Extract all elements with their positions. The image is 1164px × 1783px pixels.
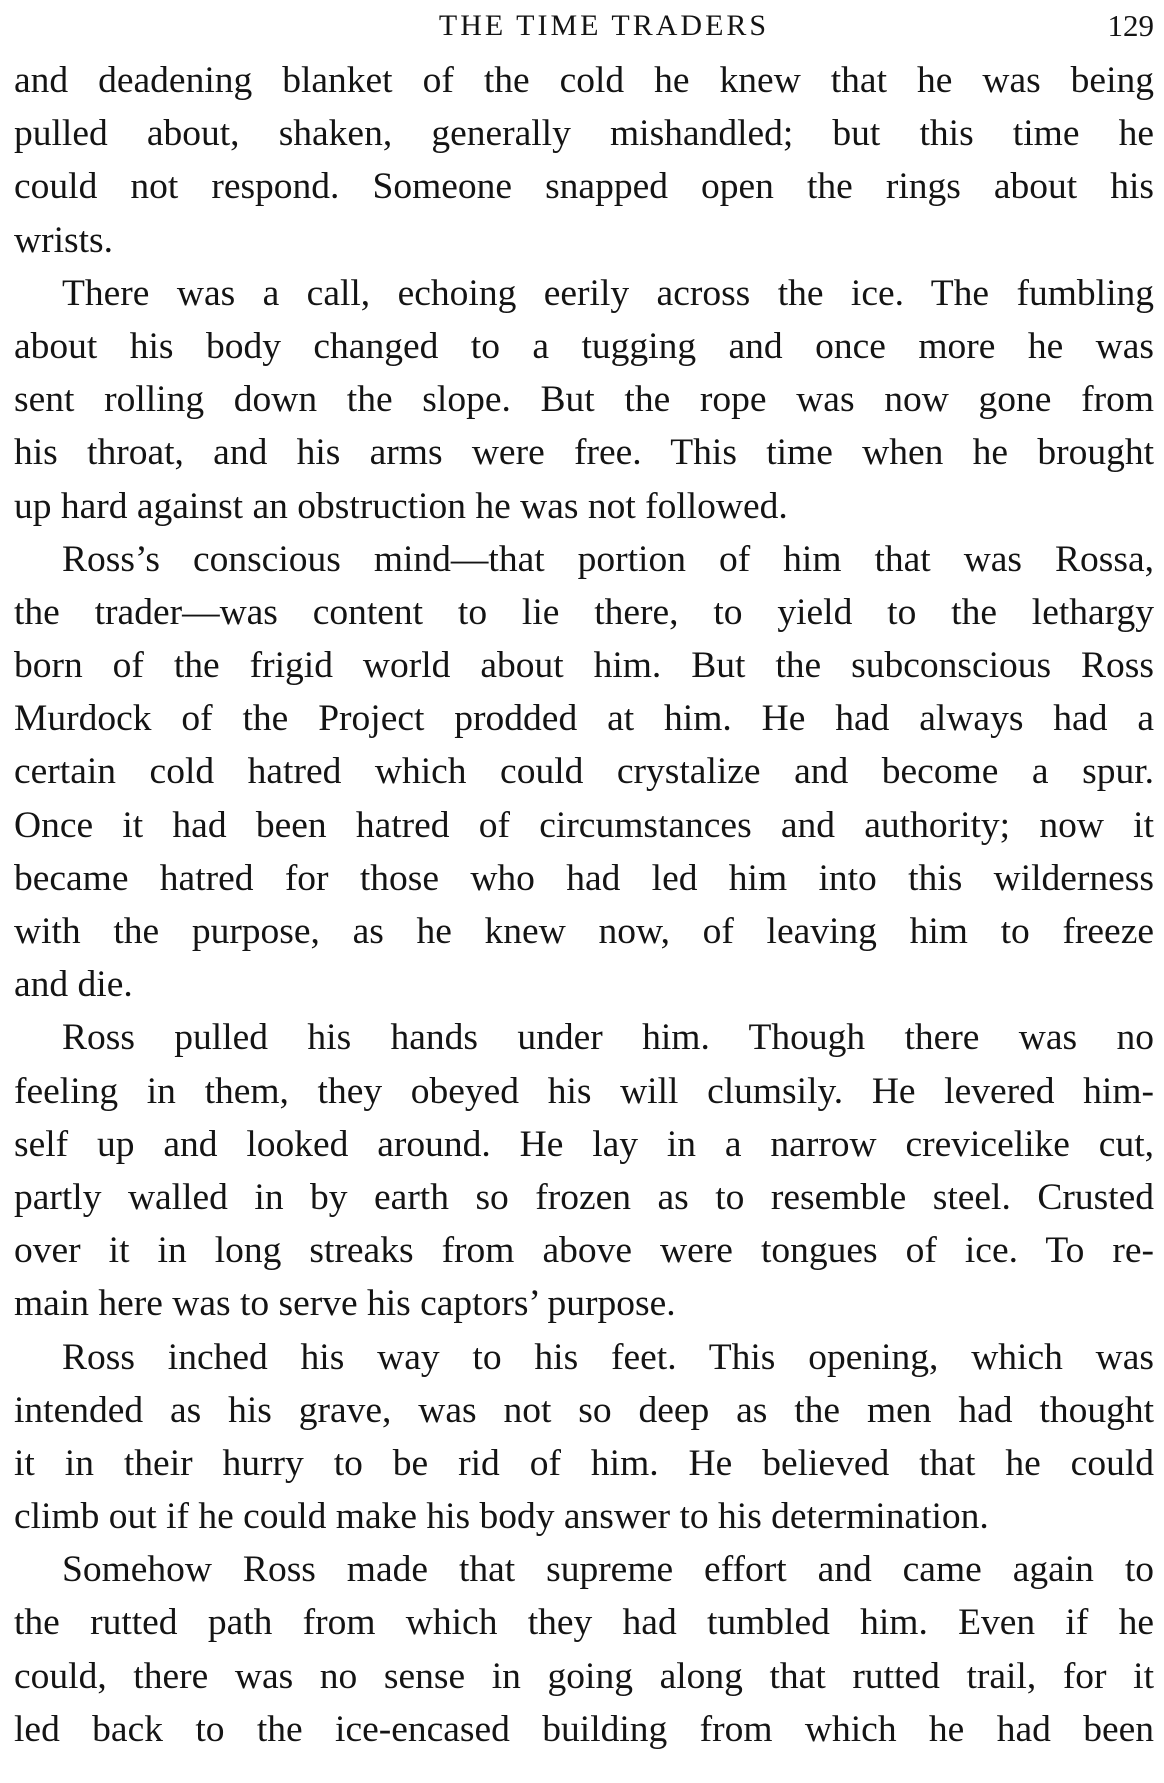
text-line: became hatred for those who had led him into this wilderness	[14, 857, 1154, 899]
running-title: THE TIME TRADERS	[438, 9, 770, 42]
text-line: Ross inched his way to his feet. This opening, which was	[62, 1336, 1154, 1378]
text-line: it in their hurry to be rid of him. He believed that he could	[14, 1442, 1154, 1484]
text-line: with the purpose, as he knew now, of leaving him to freeze	[14, 911, 1154, 952]
text-line: Ross’s conscious mind—that portion of him that was Rossa,	[62, 538, 1154, 580]
text-line: partly walled in by earth so frozen as to resemble steel. Crusted	[14, 1176, 1154, 1218]
text-line: main here was to serve his captors’ purpose.	[14, 1283, 676, 1325]
text-line: could not respond. Someone snapped open the rings about his	[14, 166, 1154, 208]
text-line: pulled about, shaken, generally mishandled; but this time he	[14, 113, 1154, 155]
text-line: climb out if he could make his body answer to his determination.	[14, 1496, 989, 1538]
text-line: about his body changed to a tugging and once more he was	[14, 325, 1154, 367]
body-text	[14, 54, 1154, 1756]
paragraph	[14, 1331, 1154, 1544]
text-line: born of the frigid world about him. But the subconscious Ross	[14, 645, 1154, 687]
paragraph	[14, 54, 1154, 267]
paragraph	[14, 1011, 1154, 1330]
text-line: up hard against an obstruction he was not followed.	[14, 485, 788, 527]
text-line: over it in long streaks from above were tongues of ice. To re-	[14, 1230, 1154, 1272]
text-line: self up and looked around. He lay in a narrow crevicelike cut,	[14, 1123, 1154, 1165]
text-line: Somehow Ross made that supreme effort and came again to	[62, 1549, 1154, 1591]
text-line: intended as his grave, was not so deep as the men had thought	[14, 1389, 1154, 1431]
text-line: Ross pulled his hands under him. Though there was no	[62, 1017, 1154, 1059]
text-line: and deadening blanket of the cold he knew that he was being	[14, 60, 1154, 101]
paragraph	[14, 533, 1154, 1012]
text-line: feeling in them, they obeyed his will clumsily. He levered him-	[14, 1070, 1154, 1112]
text-line: the trader—was content to lie there, to yield to the lethargy	[14, 591, 1154, 633]
text-line: and die.	[14, 964, 133, 1006]
text-line: his throat, and his arms were free. This time when he brought	[14, 432, 1154, 474]
paragraph	[14, 267, 1154, 533]
paragraph	[14, 1543, 1154, 1756]
text-line: the rutted path from which they had tumbled him. Even if he	[14, 1602, 1154, 1644]
text-line: There was a call, echoing eerily across the ice. The fumbling	[62, 272, 1154, 314]
text-line: wrists.	[14, 219, 113, 261]
text-line: certain cold hatred which could crystalize and become a spur.	[14, 751, 1154, 793]
page-number: 129	[1107, 8, 1154, 43]
text-line: Once it had been hatred of circumstances and authority; now it	[14, 804, 1154, 846]
text-line: Murdock of the Project prodded at him. He had always had a	[14, 698, 1154, 740]
text-line: could, there was no sense in going along that rutted trail, for it	[14, 1655, 1154, 1697]
text-line: led back to the ice-encased building from which he had been	[14, 1708, 1154, 1750]
running-head	[14, 4, 1154, 48]
text-line: sent rolling down the slope. But the rope was now gone from	[14, 379, 1154, 421]
